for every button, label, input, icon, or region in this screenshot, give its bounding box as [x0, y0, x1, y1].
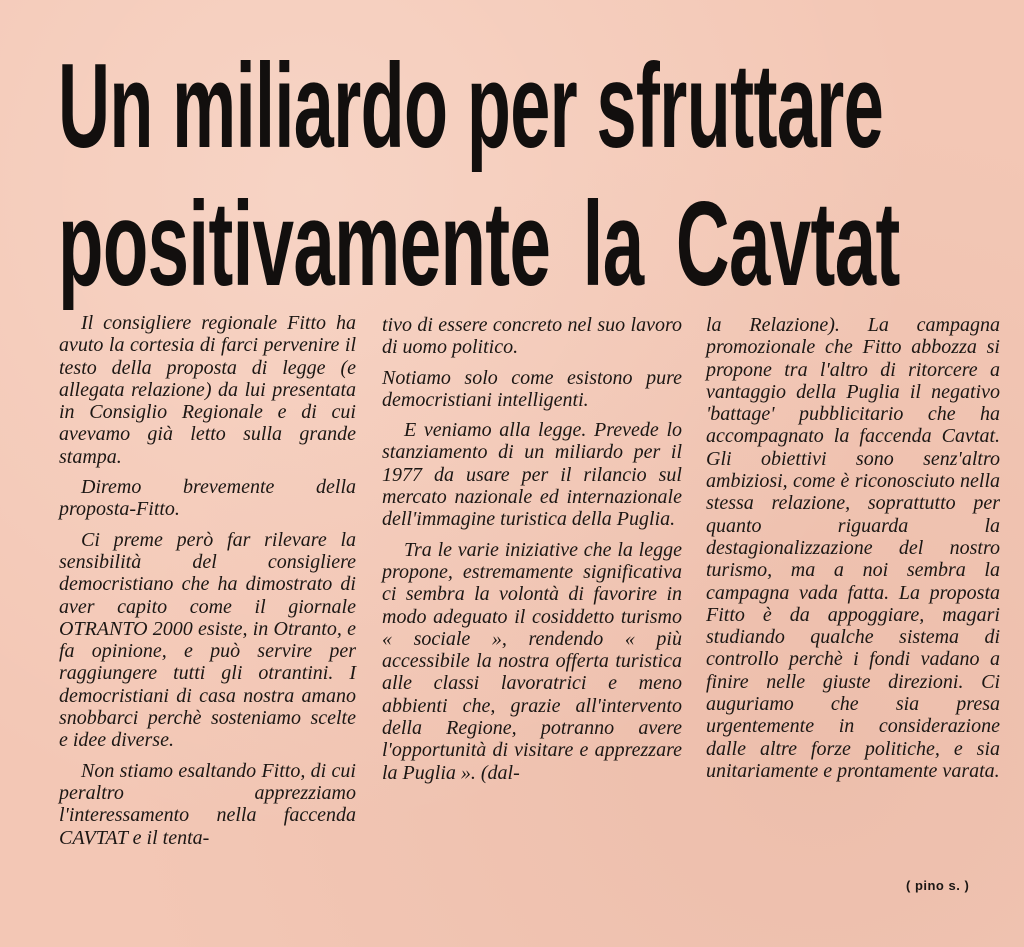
paragraph: Notiamo solo come esistono pure democristiani intelligenti. [382, 366, 682, 411]
headline-line-2: positivamente la Cavtat [58, 177, 900, 312]
paragraph: la Relazione). La campagna promozionale che Fitto abbozza si propone tra l'altro di ritorcere a vantaggio della Puglia il negativo 'battage' pubblicitario che ha accompagnato la faccenda Cavtat. Gli obiettivi sono senz'altro ambiziosi, come è riconosciuto nella stessa relazione, soprattutto per quanto riguarda la destagionalizzazione del nostro turismo, ma a noi sembra la campagna vada fatta. La proposta Fitto è da appoggiare, magari studiando qualche sistema di controllo perchè i fondi vadano a finire nelle giuste direzioni. Ci auguriamo che sia presa urgentemente in considerazione dalle altre forze politiche, e sia unitariamente e prontamente varata. [706, 314, 1000, 782]
article-column-1 [59, 312, 356, 857]
headline-line-1: Un miliardo per sfruttare [58, 39, 884, 174]
paragraph: tivo di essere concreto nel suo lavoro di uomo politico. [382, 314, 682, 359]
paragraph: Il consigliere regionale Fitto ha avuto la cortesia di farci pervenire il testo della proposta di legge (e allegata relazione) da lui presentata in Consiglio Regionale e di cui avevamo già letto sulla grande stampa. [59, 312, 356, 468]
paragraph: E veniamo alla legge. Prevede lo stanziamento di un miliardo per il 1977 da usare per il rilancio sul mercato nazionale ed internazionale dell'immagine turistica della Puglia. [382, 419, 682, 531]
author-signature: ( pino s. ) [906, 878, 970, 893]
paragraph: Ci preme però far rilevare la sensibilità del consigliere democristiano che ha dimostrato di aver capito come il giornale OTRANTO 2000 esiste, in Otranto, e fa opinione, e può servire per raggiungere tutti gli otrantini. I democristiani di casa nostra amano snobbarci perchè sosteniamo scelte e idee diverse. [59, 528, 356, 752]
paragraph: Non stiamo esaltando Fitto, di cui peraltro apprezziamo l'interessamento nella faccenda CAVTAT e il tenta- [59, 759, 356, 849]
article-column-3 [706, 314, 1000, 790]
article-headline [58, 37, 1008, 313]
article-column-2 [382, 314, 682, 792]
paragraph: Diremo brevemente della proposta-Fitto. [59, 476, 356, 521]
paragraph: Tra le varie iniziative che la legge propone, estremamente significativa ci sembra la volontà di favorire in modo adeguato il cosiddetto turismo « sociale », rendendo « più accessibile la nostra offerta turistica alle classi lavoratrici e meno abbienti che, grazie all'intervento della Regione, potranno avere l'opportunità di visitare e apprezzare la Puglia ». (dal- [382, 538, 682, 784]
